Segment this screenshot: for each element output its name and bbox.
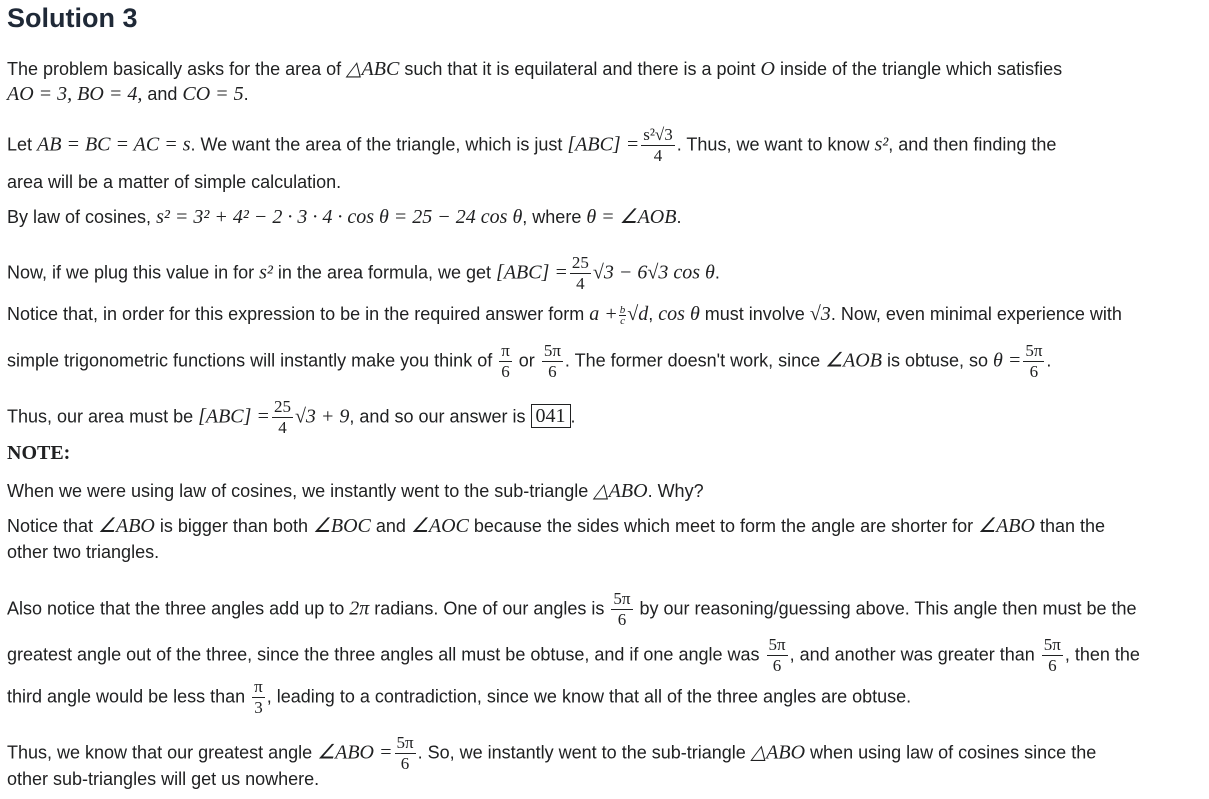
p5-line1: Notice that, in order for this expression to be in the required answer form a + $\frac{b}{c}$ √d, cos θ must involve √3. Now, even minimal experience with <box>7 303 1122 327</box>
p4-line: Now, if we plug this value in for s² in the area formula, we get [ABC] = $\frac{25}{4}$ √3 − 6√3 cos θ. <box>7 253 720 293</box>
five-pi-over-6-fraction: $\frac{5\pi}{6}$ <box>543 341 561 381</box>
p3-line: By law of cosines, s² = 3² + 4² − 2 · 3 · 4 · cos θ = 25 − 24 cos θ, where θ = ∠AOB. <box>7 206 682 228</box>
p6-line: Thus, our area must be [ABC] = $\frac{25}{4}$ √3 + 9, and so our answer is 041 . <box>7 397 576 437</box>
p9-line2: greatest angle out of the three, since the three angles all must be obtuse, and if one angle was $\frac{5\pi}{6}$ , and another was greater than $\frac{5\pi}{6}$ , then the <box>7 635 1140 675</box>
p10-fraction: $\frac{5\pi}{6}$ <box>396 733 414 773</box>
p9-line1: Also notice that the three angles add up to 2π radians. One of our angles is $\frac{5\pi}{6}$ by our reasoning/guessing above. This angle then must be the <box>7 589 1137 629</box>
p8-line2: other two triangles. <box>7 542 160 562</box>
p2-line1: Let AB = BC = AC = s. We want the area of the triangle, which is just [ABC] = $\frac{\text{s²√3}}{4}$ . Thus, we want to know s², and then finding the <box>7 125 1057 165</box>
p9-fraction-4: $\frac{\pi}{3}$ <box>254 677 263 717</box>
p9-line3: third angle would be less than $\frac{\pi}{3}$ , leading to a contradiction, since we know that all of the three angles are obtuse. <box>7 677 912 717</box>
p1-line1: The problem basically asks for the area of △ABC such that it is equilateral and there is a point O inside of the triangle which satisfies <box>7 58 1063 80</box>
p10-line1: Thus, we know that our greatest angle ∠ABO = $\frac{5\pi}{6}$ . So, we instantly went to the sub-triangle △ABO when using law of cosines since the <box>7 733 1097 773</box>
note-label: NOTE: <box>7 442 71 464</box>
pi-over-6-fraction: $\frac{\pi}{6}$ <box>501 341 510 381</box>
p5-line2: simple trigonometric functions will instantly make you think of $\frac{\pi}{6}$ or $\frac{5\pi}{6}$ . The former doesn't work, since ∠AOB is obtuse, so θ = $\frac{5\pi}{6}$ . <box>7 341 1052 381</box>
answer-box: 041 <box>531 404 571 428</box>
p9-fraction-1: $\frac{5\pi}{6}$ <box>613 589 631 629</box>
p2-line2: area will be a matter of simple calculation. <box>7 172 342 192</box>
p8-line1: Notice that ∠ABO is bigger than both ∠BOC and ∠AOC because the sides which meet to form the angle are shorter for ∠ABO than the <box>7 515 1106 537</box>
p10-line2: other sub-triangles will get us nowhere. <box>7 769 320 789</box>
p9-fraction-3: $\frac{5\pi}{6}$ <box>1043 635 1061 675</box>
area-fraction: $\frac{\text{s²√3}}{4}$ <box>643 125 673 165</box>
p1-line2: AO = 3, BO = 4, and CO = 5. <box>7 83 249 105</box>
answer-coef-fraction: $\frac{25}{4}$ <box>273 397 291 437</box>
p7-line: When we were using law of cosines, we instantly went to the sub-triangle △ABO. Why? <box>7 480 704 502</box>
p9-fraction-2: $\frac{5\pi}{6}$ <box>768 635 786 675</box>
b-over-c-fraction: $\frac{b}{c}$ <box>619 303 626 327</box>
theta-fraction: $\frac{5\pi}{6}$ <box>1025 341 1043 381</box>
coef-fraction: $\frac{25}{4}$ <box>571 253 589 293</box>
solution-heading: Solution 3 <box>7 3 138 33</box>
